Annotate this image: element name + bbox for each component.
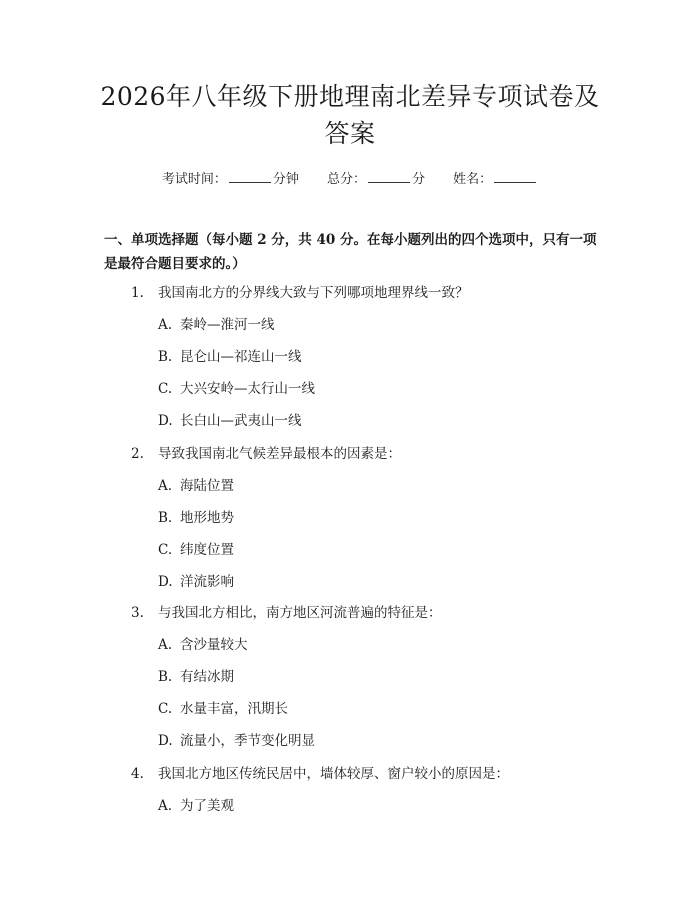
option-letter: C. xyxy=(158,542,173,558)
question-text: 导致我国南北气候差异最根本的因素是： xyxy=(158,446,401,462)
option-text: 秦岭—淮河一线 xyxy=(180,317,275,333)
option-text: 地形地势 xyxy=(180,510,234,526)
q2-option-a[interactable] xyxy=(158,474,234,494)
option-letter: A. xyxy=(158,478,173,494)
option-letter: C. xyxy=(158,701,173,717)
question-number: 3. xyxy=(131,605,144,621)
question-number: 1. xyxy=(131,285,144,301)
section-header-line-1: 一、单项选择题（每小题 2 分，共 40 分。在每小题列出的四个选项中，只有一项 xyxy=(104,232,597,248)
question-text: 与我国北方相比，南方地区河流普遍的特征是： xyxy=(158,605,442,621)
q3-option-d[interactable] xyxy=(158,729,315,749)
title-line-1: 2026年八年级下册地理南北差异专项试卷及 xyxy=(100,82,600,111)
question-3 xyxy=(131,601,442,621)
option-letter: C. xyxy=(158,381,173,397)
option-text: 洋流影响 xyxy=(180,574,234,590)
option-letter: B. xyxy=(158,349,173,365)
option-text: 流量小，季节变化明显 xyxy=(180,733,315,749)
q1-option-b[interactable] xyxy=(158,345,302,365)
option-text: 水量丰富，汛期长 xyxy=(180,701,288,717)
option-letter: A. xyxy=(158,317,173,333)
q3-option-b[interactable] xyxy=(158,665,234,685)
option-text: 海陆位置 xyxy=(180,478,234,494)
q2-option-b[interactable] xyxy=(158,506,234,526)
question-text: 我国南北方的分界线大致与下列哪项地理界线一致？ xyxy=(158,285,469,301)
section-header xyxy=(104,228,604,276)
name-blank[interactable] xyxy=(494,170,536,183)
score-blank[interactable] xyxy=(368,170,410,183)
q3-option-a[interactable] xyxy=(158,633,248,653)
time-unit: 分钟 xyxy=(272,172,299,187)
title-line-2: 答案 xyxy=(324,119,376,148)
question-text: 我国北方地区传统民居中，墙体较厚、窗户较小的原因是： xyxy=(158,766,509,782)
option-letter: B. xyxy=(158,510,173,526)
q1-option-a[interactable] xyxy=(158,313,275,333)
option-text: 长白山—武夷山一线 xyxy=(180,413,302,429)
question-number: 2. xyxy=(131,446,144,462)
question-4 xyxy=(131,762,509,782)
q1-option-c[interactable] xyxy=(158,377,315,397)
student-name xyxy=(453,168,538,187)
q4-option-a[interactable] xyxy=(158,794,234,814)
option-letter: B. xyxy=(158,669,173,685)
question-number: 4. xyxy=(131,766,144,782)
total-score xyxy=(327,168,425,187)
exam-time xyxy=(162,168,299,187)
option-letter: D. xyxy=(158,733,173,749)
q3-option-c[interactable] xyxy=(158,697,288,717)
question-2 xyxy=(131,442,401,462)
section-header-line-2: 是最符合题目要求的。） xyxy=(104,256,246,272)
score-label: 总分： xyxy=(326,172,366,187)
q2-option-c[interactable] xyxy=(158,538,234,558)
option-letter: A. xyxy=(158,637,173,653)
time-blank[interactable] xyxy=(229,170,271,183)
q1-option-d[interactable] xyxy=(158,409,302,429)
option-text: 昆仑山—祁连山一线 xyxy=(180,349,302,365)
option-letter: A. xyxy=(158,798,173,814)
time-label: 考试时间： xyxy=(161,172,227,187)
option-text: 纬度位置 xyxy=(180,542,234,558)
page-title xyxy=(90,78,610,152)
question-1 xyxy=(131,281,469,301)
exam-meta xyxy=(0,168,700,187)
option-text: 有结冰期 xyxy=(180,669,234,685)
score-unit: 分 xyxy=(412,172,426,187)
name-label: 姓名： xyxy=(453,172,493,187)
option-text: 为了美观 xyxy=(180,798,234,814)
option-text: 大兴安岭—太行山一线 xyxy=(180,381,315,397)
option-letter: D. xyxy=(158,574,173,590)
option-text: 含沙量较大 xyxy=(180,637,248,653)
option-letter: D. xyxy=(158,413,173,429)
q2-option-d[interactable] xyxy=(158,570,234,590)
